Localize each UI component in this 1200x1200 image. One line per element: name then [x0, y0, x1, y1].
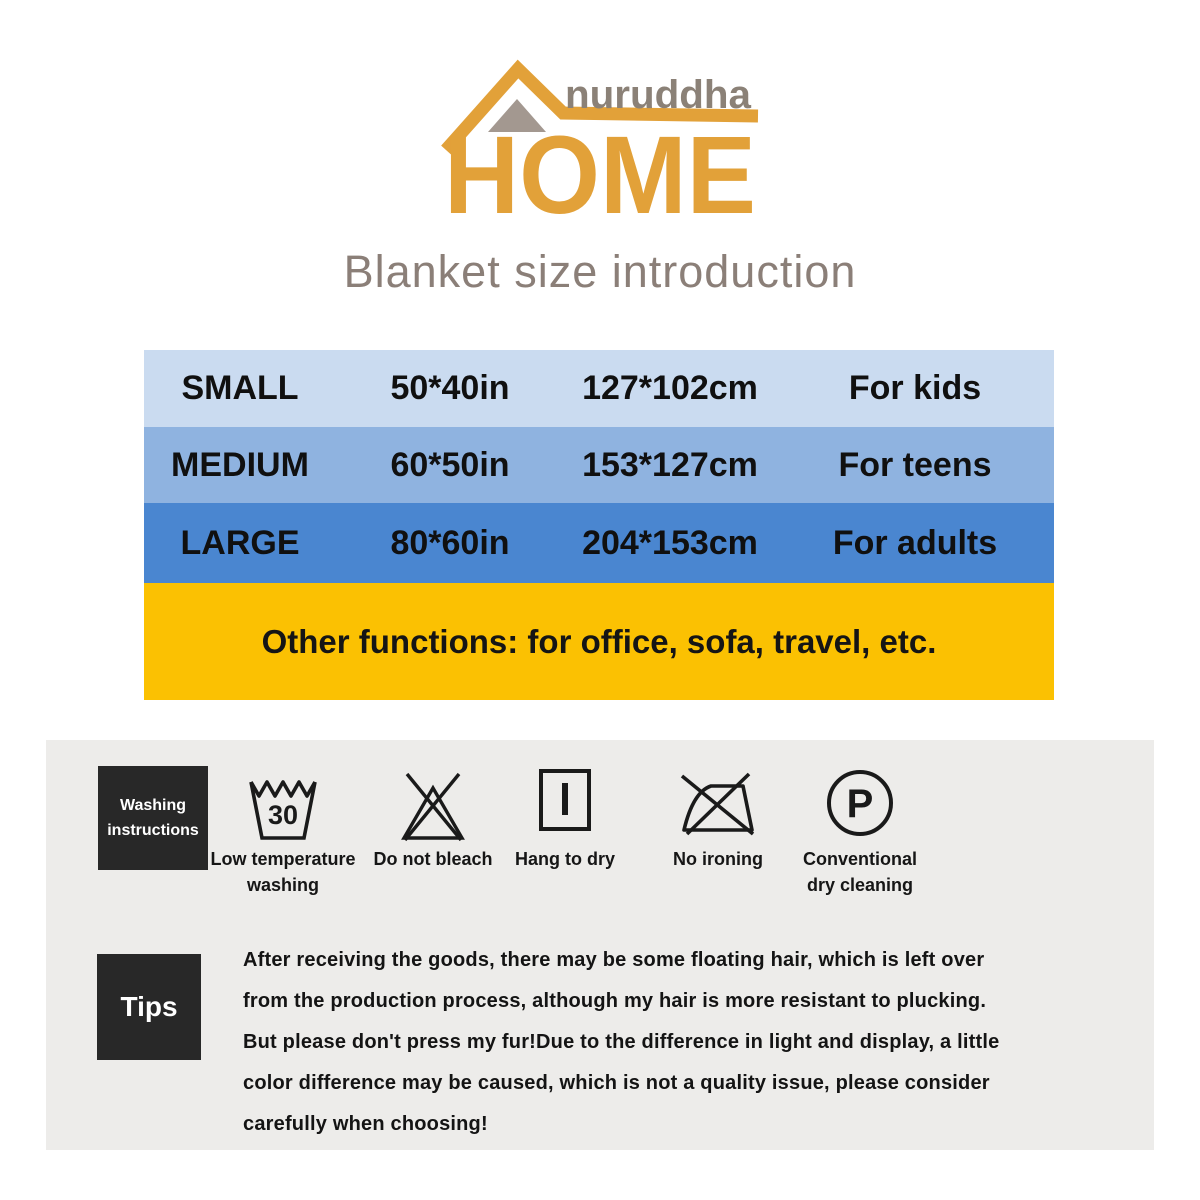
care-label: Hang to dry [514, 849, 615, 869]
washing-header-line: instructions [107, 822, 199, 839]
care-label: Conventional [802, 849, 917, 869]
size-audience: For adults [832, 523, 998, 562]
size-inches: 80*60in [390, 523, 510, 562]
size-name: SMALL [181, 369, 299, 407]
tips-header-label: Tips [120, 991, 178, 1022]
tips-line: color difference may be caused, which is not a quality issue, please consider [243, 1072, 990, 1094]
no-ironing-icon [679, 768, 757, 846]
size-table [144, 350, 1054, 700]
table-row-medium [144, 427, 1054, 503]
tips-line: After receiving the goods, there may be some floating hair, which is left over [243, 949, 985, 971]
care-panel [46, 740, 1154, 1150]
tips-line: But please don't press my fur!Due to the difference in light and display, a little [243, 1031, 1000, 1053]
brand-main-text: HOME [444, 114, 756, 220]
tips-text [243, 940, 1123, 1145]
wash-temp-value: 30 [267, 800, 299, 830]
table-row-large [144, 503, 1054, 583]
care-label: No ironing [673, 849, 763, 869]
size-cm: 204*153cm [582, 523, 758, 562]
size-name: MEDIUM [171, 445, 309, 484]
size-inches: 60*50in [390, 445, 510, 484]
table-row-small [144, 350, 1054, 427]
care-label: Do not bleach [373, 849, 493, 869]
hang-to-dry-icon [538, 768, 592, 846]
tips-header [97, 954, 201, 1060]
care-item-dry-cleaning [770, 768, 950, 898]
size-cm: 127*102cm [582, 369, 758, 407]
size-name: LARGE [180, 523, 300, 562]
washing-header-line: Washing [119, 797, 187, 814]
care-label: Low temperature [210, 849, 356, 869]
care-label: dry cleaning [806, 875, 914, 895]
dry-clean-p-icon [825, 768, 895, 846]
size-audience: For teens [838, 445, 992, 484]
do-not-bleach-icon [395, 768, 471, 846]
brand-top-text: nuruddha [565, 73, 752, 117]
tips-line: carefully when choosing! [243, 1113, 488, 1135]
care-label: washing [246, 875, 319, 895]
tips-line: from the production process, although my hair is more resistant to plucking. [243, 990, 987, 1012]
size-audience: For kids [848, 369, 982, 407]
size-cm: 153*127cm [582, 445, 758, 484]
other-functions-banner: Other functions: for office, sofa, travel, etc. [144, 583, 1054, 700]
size-inches: 50*40in [390, 369, 510, 407]
home-logo [440, 58, 762, 220]
page-title: Blanket size introduction [343, 246, 857, 297]
dry-clean-letter: P [846, 782, 874, 826]
washing-instructions-header [98, 766, 208, 870]
wash-30-icon [248, 768, 318, 846]
